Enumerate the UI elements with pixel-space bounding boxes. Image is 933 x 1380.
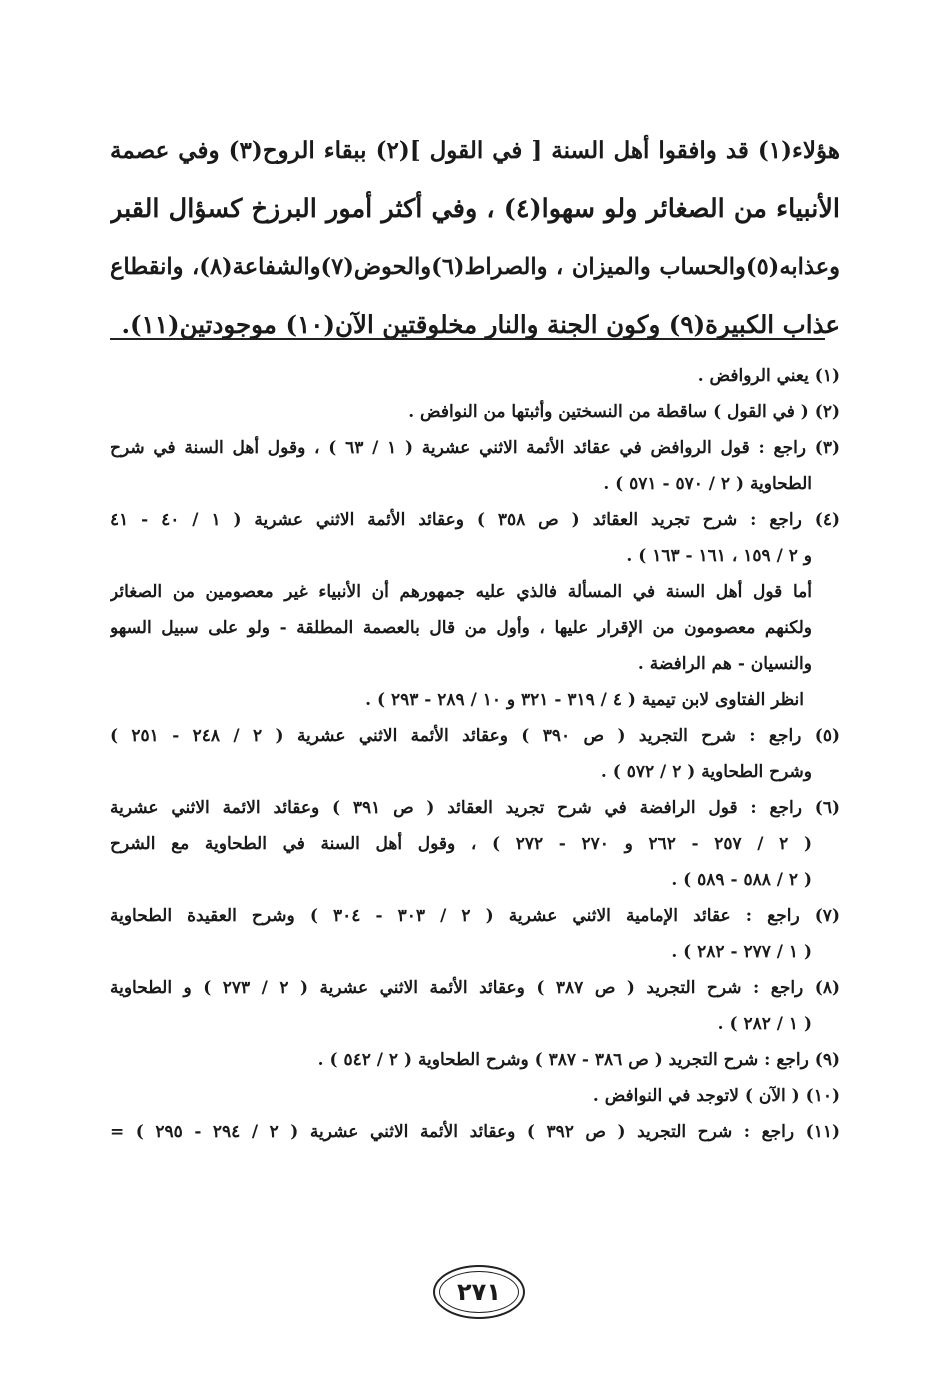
main-text-line: الأنبياء من الصغائر ولو سهوا(٤) ، وفي أكثر أمور البرزخ كسؤال القبر — [110, 194, 840, 224]
footnote-7 — [110, 898, 840, 970]
main-text-line: عذاب الكبيرة(٩) وكون الجنة والنار مخلوقتين الآن(١٠) موجودتين(١١). — [121, 310, 840, 339]
footnote-line: (٢) ( في القول ) ساقطة من النسختين وأثبتها من النوافض . — [408, 402, 840, 422]
main-text-line: وعذابه(٥)والحساب والميزان ، والصراط(٦)والحوض(٧)والشفاعة(٨)، وانقطاع — [110, 254, 840, 280]
footnote-line: (٧) راجع : عقائد الإمامية الاثني عشرية ( ٢ / ٣٠٣ - ٣٠٤ ) وشرح العقيدة الطحاوية — [110, 906, 840, 926]
footnote-line: (٤) راجع : شرح تجريد العقائد ( ص ٣٥٨ ) وعقائد الأئمة الاثني عشرية ( ١ / ٤٠ - ٤١ — [110, 510, 840, 530]
footnote-line: وشرح الطحاوية ( ٢ / ٥٧٢ ) . — [600, 762, 812, 782]
footnote-line: (١٠) ( الآن ) لاتوجد في النوافض . — [592, 1086, 840, 1106]
footnote-line: (٩) راجع : شرح التجريد ( ص ٣٨٦ - ٣٨٧ ) وشرح الطحاوية ( ٢ / ٥٤٢ ) . — [317, 1050, 840, 1070]
footnote-line: الطحاوية ( ٢ / ٥٧٠ - ٥٧١ ) . — [603, 474, 812, 494]
footnote-8 — [110, 970, 840, 1042]
main-text-line: هؤلاء(١) قد وافقوا أهل السنة [ في القول ](٢) ببقاء الروح(٣) وفي عصمة — [110, 137, 840, 164]
footnote-line: و ٢ / ١٥٩ ، ١٦١ - ١٦٣ ) . — [626, 546, 812, 566]
footnote-line: (١١) راجع : شرح التجريد ( ص ٣٩٢ ) وعقائد الأئمة الاثني عشرية ( ٢ / ٢٩٤ - ٢٩٥ ) = — [110, 1122, 840, 1142]
footnote-line: ( ٢ / ٥٨٨ - ٥٨٩ ) . — [671, 870, 812, 890]
footnote-line: (١) يعني الروافض . — [697, 366, 840, 386]
footnote-line: والنسيان - هم الرافضة . — [637, 654, 812, 674]
footnote-line: (٥) راجع : شرح التجريد ( ص ٣٩٠ ) وعقائد الأئمة الاثني عشرية ( ٢ / ٢٤٨ - ٢٥١ ) — [110, 726, 840, 746]
footnote-9 — [110, 1042, 840, 1078]
footnote-line: ولكنهم معصومون من الإقرار عليها ، وأول من قال بالعصمة المطلقة - ولو على سبيل السهو — [110, 618, 812, 638]
footnote-1 — [110, 358, 840, 394]
footnote-3 — [110, 430, 840, 502]
footnote-line: ( ١ / ٢٧٧ - ٢٨٢ ) . — [671, 942, 812, 962]
footnote-line: أما قول أهل السنة في المسألة فالذي عليه جمهورهم أن الأنبياء غير معصومين من الصغائر — [110, 582, 812, 602]
page-number-badge — [433, 1265, 525, 1319]
footnote-4 — [110, 502, 840, 718]
page-number: ٢٧١ — [457, 1278, 501, 1306]
footnote-10 — [110, 1078, 840, 1114]
footnote-line: (٣) راجع : قول الروافض في عقائد الأئمة الاثني عشرية ( ١ / ٦٣ ) ، وقول أهل السنة في شرح — [110, 438, 840, 458]
footnote-11 — [110, 1114, 840, 1150]
main-text-block — [110, 122, 840, 354]
footnote-separator — [110, 338, 825, 340]
footnote-5 — [110, 718, 840, 790]
footnote-line: ( ١ / ٢٨٢ ) . — [717, 1014, 812, 1034]
footnote-line: ( ٢ / ٢٥٧ - ٢٦٢ و ٢٧٠ - ٢٧٢ ) ، وقول أهل السنة في الطحاوية مع الشرح — [110, 834, 812, 854]
footnote-2 — [110, 394, 840, 430]
footnotes — [110, 358, 840, 1150]
footnote-line: (٦) راجع : قول الرافضة في شرح تجريد العقائد ( ص ٣٩١ ) وعقائد الائمة الاثني عشرية — [110, 798, 840, 818]
footnote-line: انظر الفتاوى لابن تيمية ( ٤ / ٣١٩ - ٣٢١ و ١٠ / ٢٨٩ - ٢٩٣ ) . — [365, 690, 804, 710]
footnote-6 — [110, 790, 840, 898]
footnote-line: (٨) راجع : شرح التجريد ( ص ٣٨٧ ) وعقائد الأئمة الاثني عشرية ( ٢ / ٢٧٣ ) و الطحاوية — [110, 978, 840, 998]
